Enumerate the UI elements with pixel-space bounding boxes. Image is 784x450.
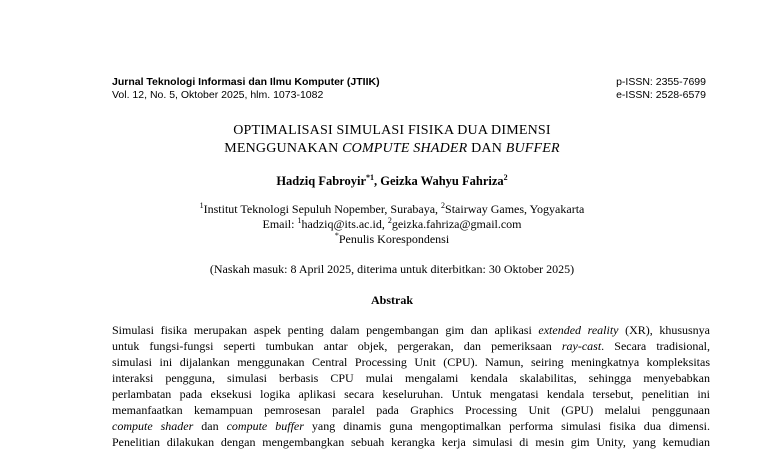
corresponding-line [0, 232, 784, 247]
email-label: Email: [262, 217, 298, 231]
email-2[interactable]: geizka.fahriza@gmail.com [391, 217, 522, 231]
submission-dates: (Naskah masuk: 8 April 2025, diterima untuk diterbitkan: 30 Oktober 2025) [209, 262, 575, 276]
running-header-right [616, 76, 706, 102]
corresponding-author: Penulis Korespondensi [338, 232, 450, 246]
author-2: Geizka Wahyu Fahriza [380, 174, 504, 188]
running-header-left [112, 76, 380, 102]
abstract-line: compute shader dan compute buffer yang dinamis guna mengoptimalkan performa simulasi fisika dua dimensi. [112, 419, 711, 433]
affil-1: Institut Teknologi Sepuluh Nopember, Surabaya, [203, 202, 442, 216]
abstract-line: perlambatan pada eksekusi logika aplikasi secara keseluruhan. Untuk mengatasi kendala tersebut, penelitian ini [112, 387, 710, 401]
email-sup: 1 [297, 216, 302, 225]
abstract-line: Simulasi fisika merupakan aspek penting dalam pengembangan gim dan aplikasi extended reality (XR), khususnya [112, 323, 710, 337]
email-line [0, 217, 784, 232]
title-text: MENGGUNAKAN [224, 141, 343, 156]
email-sup: 2 [387, 216, 392, 225]
abstract-line: Penelitian dilakukan dengan mengembangkan sebuah kerangka kerja simulasi di mesin gim Unity, yang kemudian [112, 435, 710, 449]
author-sep: , [374, 174, 381, 188]
journal-volume: Vol. 12, No. 5, Oktober 2025, hlm. 1073-1082 [112, 89, 324, 101]
title-italic: COMPUTE SHADER [342, 141, 468, 156]
abstract-line: untuk fungsi-fungsi seperti tumbukan antar objek, pergerakan, dan pemeriksaan ray-cast. Secara tradisional, [112, 339, 710, 353]
abstract-heading: Abstrak [370, 293, 413, 307]
affil-2: Stairway Games, Yogyakarta [445, 202, 585, 216]
paper-title [0, 122, 784, 158]
author-1-sup: *1 [366, 172, 375, 182]
eissn: e-ISSN: 2528-6579 [616, 89, 706, 101]
abstract-line: simulasi ini dijalankan menggunakan Central Processing Unit (CPU). Namun, seiring meningkatnya kompleksitas [112, 355, 710, 369]
author-2-sup: 2 [503, 172, 508, 182]
title-line-1: OPTIMALISASI SIMULASI FISIKA DUA DIMENSI [233, 123, 551, 138]
abstract-line: interaksi pengguna, simulasi berbasis CPU mulai mengalami kendala skalabilitas, sehingga menyebabkan [112, 371, 710, 385]
abstract-body [112, 322, 710, 450]
affil-sup: 2 [441, 201, 446, 210]
affiliation-line [0, 202, 784, 217]
title-italic: BUFFER [505, 141, 560, 156]
corr-sup: * [334, 231, 339, 240]
affil-sup: 1 [199, 201, 204, 210]
author-list [0, 174, 784, 189]
author-1: Hadziq Fabroyir [276, 174, 367, 188]
abstract-line: memanfaatkan kemampuan pemrosesan paralel pada Graphics Processing Unit (GPU) melalui penggunaan [112, 403, 710, 417]
email-1[interactable]: hadziq@its.ac.id, [301, 217, 388, 231]
title-text: DAN [467, 141, 506, 156]
title-line-2 [0, 140, 784, 158]
pissn: p-ISSN: 2355-7699 [616, 76, 706, 88]
affiliations [0, 202, 784, 247]
journal-name: Jurnal Teknologi Informasi dan Ilmu Komputer (JTIIK) [112, 76, 380, 88]
